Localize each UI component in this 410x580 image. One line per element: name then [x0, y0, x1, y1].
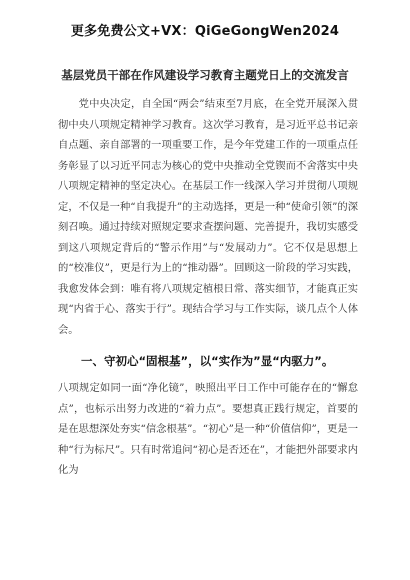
section-heading-1: 一、守初心“固根基”，以“实作为”显“内驱力”。: [81, 354, 334, 368]
watermark-header: 更多免费公文+VX：QiGeGongWen2024: [70, 24, 340, 39]
document-body: [58, 94, 358, 481]
intro-paragraph: 党中央决定，自全国“两会”结束至7月底，在全党开展深入贯彻中央八项规定精神学习教育。这次学习教育，是习近平总书记亲自点题、亲自部署的一项重要工作，是今年党建工作的一项重点任务彰显了以习近平同志为核心的党中央推动全党锲而不舍落实中央八项规定精神的坚定决心。在基层工作一线深入学习并贯彻八项规定，不仅是一种“自我提升”的主动选择，更是一种“使命引领”的深刻召唤。通过持续对照规定要求查摆问题、完善提升，我切实感受到这八项规定背后的“警示作用”与“发展动力”。它不仅是思想上的“校准仪”，更是行为上的“推动器”。回顾这一阶段的学习实践，我愈发体会到：唯有将八项规定植根日常、落实细节，才能真正实现“内省于心、落实于行”。现结合学习与工作实际，谈几点个人体会。: [58, 98, 358, 336]
section-1-paragraph: 八项规定如同一面“净化镜”，映照出平日工作中可能存在的“懈怠点”，也标示出努力改进的“着力点”。要想真正践行规定，首要的是在思想深处夯实“信念根基”。“初心”是一种“价值信仰”，更是一种“行为标尺”。只有时常追问“初心是否还在”，才能把外部要求内化为: [58, 382, 358, 476]
document-title: 基层党员干部在作风建设学习教育主题党日上的交流发言: [61, 68, 349, 82]
